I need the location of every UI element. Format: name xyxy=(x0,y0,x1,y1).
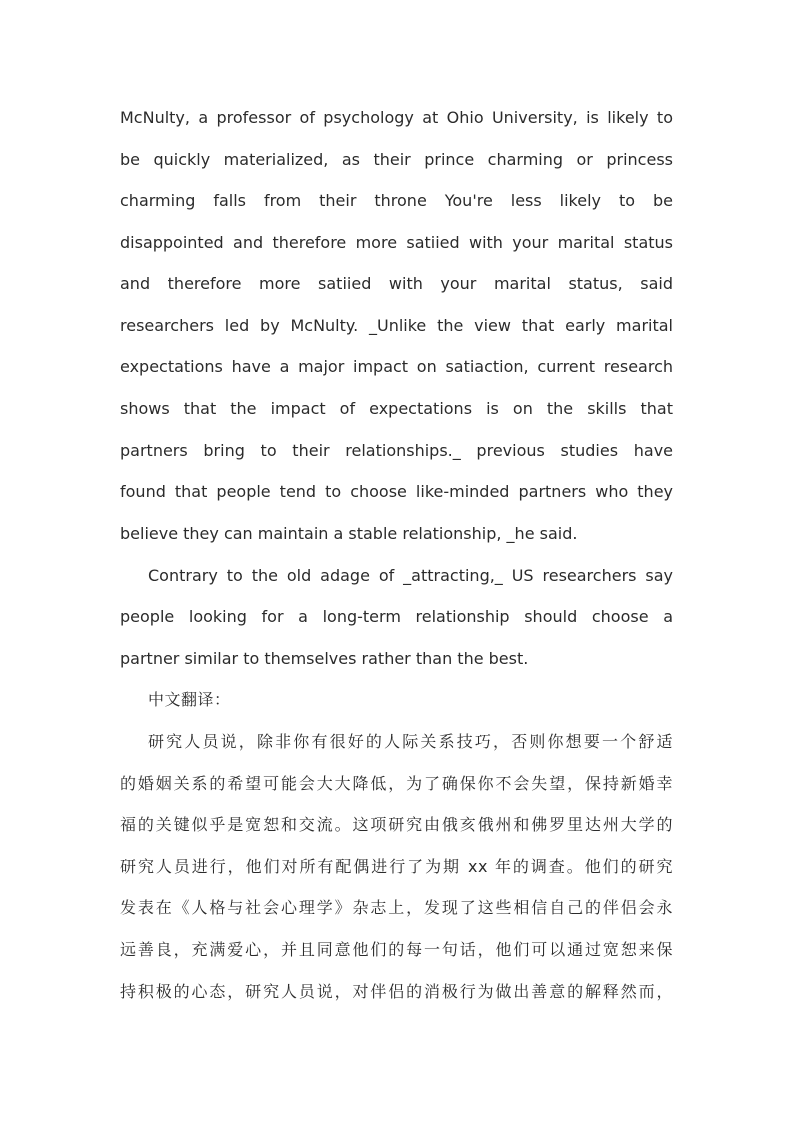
paragraph-line: researchers led by McNulty. _Unlike the view that early marital xyxy=(120,316,673,335)
paragraph-line: McNulty, a professor of psychology at Ohio University, is likely to xyxy=(120,108,673,127)
translation-line: 远善良，充满爱心，并且同意他们的每一句话，他们可以通过宽恕来保 xyxy=(120,940,673,959)
paragraph-line: partners bring to their relationships._ previous studies have xyxy=(120,441,673,460)
paragraph-line: partner similar to themselves rather than the best. xyxy=(120,649,529,668)
translation-line: 的婚姻关系的希望可能会大大降低，为了确保你不会失望，保持新婚幸 xyxy=(120,774,673,793)
paragraph-line: and therefore more satiied with your marital status, said xyxy=(120,274,673,293)
translation-line: 福的关键似乎是宽恕和交流。这项研究由俄亥俄州和佛罗里达州大学的 xyxy=(120,815,673,834)
translation-line: 研究人员说，除非你有很好的人际关系技巧，否则你想要一个舒适 xyxy=(148,732,673,751)
translation-line: 发表在《人格与社会心理学》杂志上，发现了这些相信自己的伴侣会永 xyxy=(120,898,673,917)
translation-heading: 中文翻译： xyxy=(148,690,231,709)
paragraph-line: people looking for a long-term relationship should choose a xyxy=(120,607,673,626)
translation-line: 研究人员进行，他们对所有配偶进行了为期 xx 年的调查。他们的研究 xyxy=(120,857,673,876)
paragraph-line: charming falls from their throne You're less likely to be xyxy=(120,191,673,210)
paragraph-line: expectations have a major impact on satiaction, current research xyxy=(120,357,673,376)
paragraph-line: be quickly materialized, as their prince charming or princess xyxy=(120,150,673,169)
paragraph-line: disappointed and therefore more satiied with your marital status xyxy=(120,233,673,252)
translation-line: 持积极的心态，研究人员说，对伴侣的消极行为做出善意的解释然而， xyxy=(120,982,673,1001)
paragraph-line: believe they can maintain a stable relationship, _he said. xyxy=(120,524,578,543)
paragraph-line: shows that the impact of expectations is on the skills that xyxy=(120,399,673,418)
paragraph-line: found that people tend to choose like-minded partners who they xyxy=(120,482,673,501)
paragraph-line: Contrary to the old adage of _attracting,_ US researchers say xyxy=(148,566,673,585)
